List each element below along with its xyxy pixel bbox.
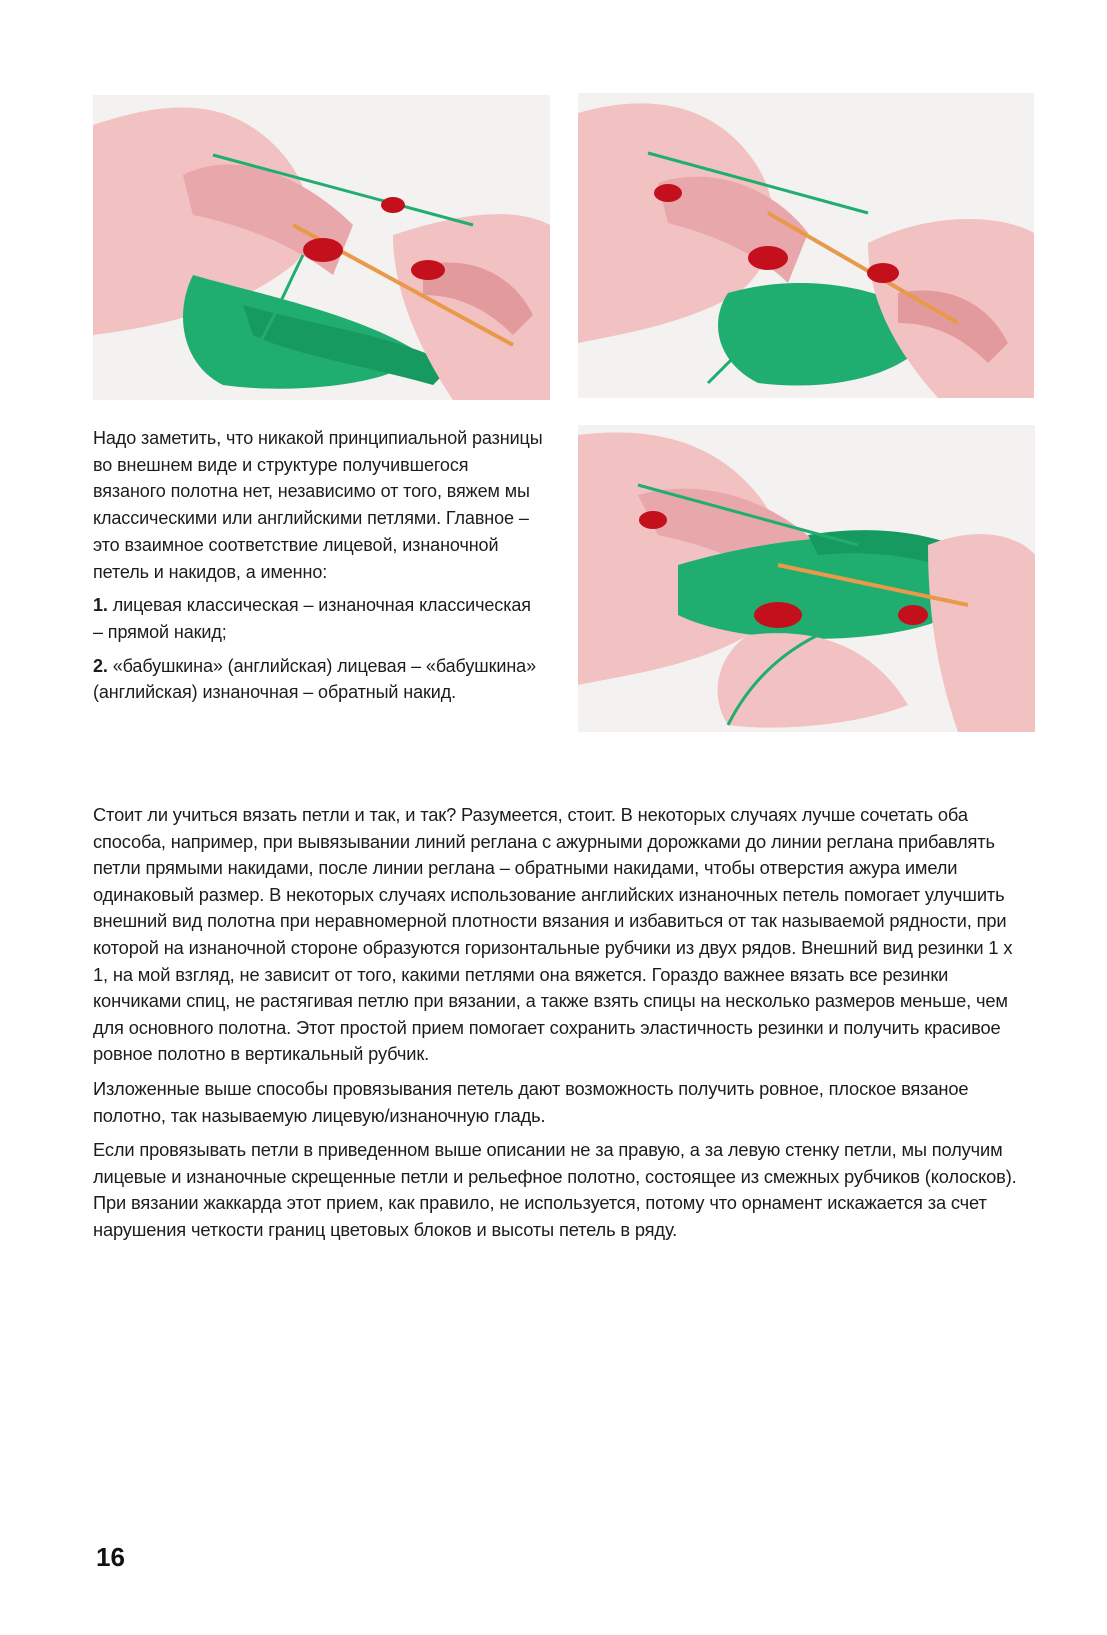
list-item-2-text: «бабушкина» (английская) лицевая – «бабушкина» (английская) изнаночная – обратный накид.	[93, 655, 537, 703]
body-paragraph-3: Если провязывать петли в приведенном выше описании не за правую, а за левую стенку петли, мы получим лицевые и изнаночные скрещенные петли и рельефное полотно, состоящее из смежных рубчиков (колосков). При вязании жаккарда этот прием, как правило, не используется, потому что орнамент искажается за счет нарушения четкости границ цветовых блоков и высоты петель в ряду.	[93, 1139, 1017, 1240]
page-number: 16	[96, 1542, 125, 1572]
list-item-1-text: лицевая классическая – изнаночная классическая – прямой накид;	[93, 595, 531, 642]
side-intro-paragraph: Надо заметить, что никакой принципиальной разницы во внешнем виде и структуре получившегося вязаного полотна нет, независимо от того, вяжем мы классическими или английскими петлями. Главное – это взаимное соответствие лицевой, изнаночной петель и накидов, а именно:	[93, 428, 543, 582]
knitting-photo-2	[578, 93, 1034, 398]
side-text-block	[93, 425, 543, 713]
list-item-2	[93, 653, 543, 706]
body-paragraph-1: Стоит ли учиться вязать петли и так, и так? Разумеется, стоит. В некоторых случаях лучше сочетать оба способа, например, при вывязывании линий реглана с ажурными дорожками до линии реглана прибавлять петли прямыми накидами, после линии реглана – обратными накидами, чтобы отверстия ажура имели одинаковый размер. В некоторых случаях использование английских изнаночных петель помогает улучшить внешний вид полотна при неравномерной плотности вязания и избавиться от так называемой рядности, при которой на изнаночной стороне образуются горизонтальные рубчики из двух рядов. Внешний вид резинки 1 х 1, на мой взгляд, не зависит от того, какими петлями она вяжется. Гораздо важнее вязать все резинки кончиками спиц, не растягивая петлю при вязании, а также взять спицы на несколько размеров меньше, чем для основного полотна. Этот простой прием помогает сохранить эластичность резинки и получить красивое ровное полотно в вертикальный рубчик.	[93, 804, 1013, 1065]
knitting-photo-1	[93, 95, 550, 400]
list-item-2-number: 2.	[93, 655, 108, 676]
body-paragraph-2: Изложенные выше способы провязывания петель дают возможность получить ровное, плоское вязаное полотно, так называемую лицевую/изнаночную гладь.	[93, 1077, 969, 1126]
main-text-block	[93, 802, 1028, 1252]
list-item-1-number: 1.	[93, 595, 108, 616]
list-item-1	[93, 592, 543, 645]
knitting-photo-3	[578, 425, 1035, 732]
